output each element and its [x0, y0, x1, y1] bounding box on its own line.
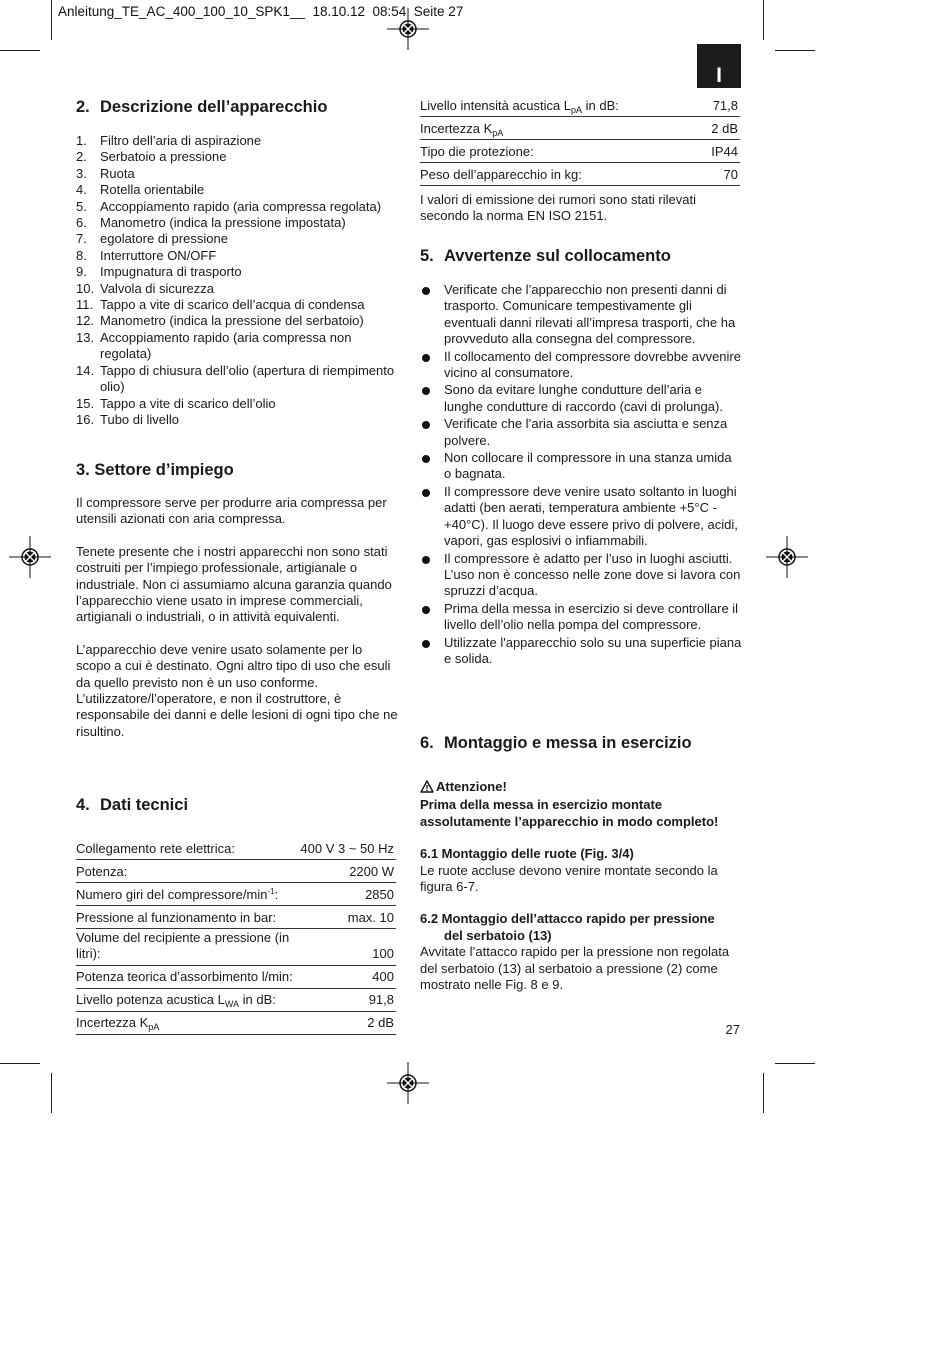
crop-mark: [775, 1063, 815, 1064]
bullet-item: [420, 349, 742, 382]
paragraph: Avvitate l’attacco rapido per la pressione non regolata del serbatoio (13) al serbatoio a pressione (2) come mostrato nelle Fig. 8 e 9.: [420, 944, 730, 993]
crop-mark: [51, 0, 52, 40]
spec-label: Volume del recipiente a pressione (in litri):: [76, 929, 300, 966]
list-item-number: 6.: [76, 215, 87, 231]
spec-label-suffix: :: [274, 886, 279, 902]
bullet-icon: [420, 484, 444, 550]
crop-mark: [0, 50, 40, 51]
spec-label: Potenza teorica d’assorbimento l/min:: [76, 965, 300, 988]
table-row: [420, 117, 740, 140]
bullet-text: Verificate che l’aria assorbita sia asciutta e senza polvere.: [444, 416, 728, 448]
list-item-text: Accoppiamento rapido (aria compressa non regolata): [100, 329, 352, 362]
section-placement: [420, 246, 742, 668]
technical-data-table: [76, 837, 396, 1035]
warning-block: [420, 779, 742, 830]
bullet-icon: [420, 382, 444, 415]
bullet-text: Verificate che l’apparecchio non presenti danni di trasporto. Comunicare tempestivamente gli eventuali danni rilevati all’impresa trasporti, che ha provveduto alla consegna del compressore.: [444, 282, 736, 347]
table-row: [76, 860, 396, 883]
list-item-text: Accoppiamento rapido (aria compressa regolata): [100, 198, 382, 214]
page-number: 27: [725, 1022, 740, 1037]
section-technical-data: [76, 795, 396, 1035]
table-row: [420, 140, 740, 163]
list-item-text: Impugnatura di trasporto: [100, 264, 242, 280]
spec-value: 100: [300, 929, 396, 966]
list-item: [76, 248, 398, 264]
bullet-text: Prima della messa in esercizio si deve controllare il livello dell’olio nella pompa del compressore.: [444, 600, 739, 633]
bullet-text: Utilizzate l'apparecchio solo su una superficie piana e solida.: [444, 634, 742, 666]
crosshair-registration-icon: [387, 1062, 429, 1104]
bullet-item: [420, 450, 742, 483]
bullet-item: [420, 601, 742, 634]
list-item-number: 7.: [76, 231, 87, 247]
list-item: [76, 281, 398, 297]
list-item-number: 15.: [76, 395, 95, 411]
spec-label: [76, 883, 300, 906]
spec-value: max. 10: [300, 906, 396, 929]
list-item-number: 8.: [76, 247, 87, 263]
table-row: [76, 929, 396, 966]
spec-value: IP44: [700, 140, 740, 163]
spec-label-text: Numero giri del compressore/min: [76, 886, 268, 902]
list-item-number: 10.: [76, 280, 95, 296]
spec-label-subscript: pA: [148, 1022, 160, 1033]
list-item-number: 4.: [76, 182, 87, 198]
warning-triangle-icon: [420, 780, 436, 797]
spec-label-superscript: -1: [267, 886, 275, 896]
subsection-quick-coupling: [420, 911, 742, 993]
bullet-text: Il compressore è adatto per l’uso in luoghi asciutti. L’uso non è concesso nelle zone dove si lavora con spruzzi d’acqua.: [444, 550, 741, 599]
crosshair-registration-icon: [766, 536, 808, 578]
spec-value: 2850: [300, 883, 396, 906]
placement-bullet-list: [420, 282, 742, 667]
subsection-title: 6.2 Montaggio dell’attacco rapido per pressione: [420, 911, 715, 927]
bullet-text: Il compressore deve venire usato soltanto in luoghi adatti (ben aerati, temperatura ambiente +5°C - +40°C). Il luogo deve essere privo di polvere, acidi, vapori, gas esplosivi o infiammabili.: [444, 483, 738, 549]
spec-label: [76, 1011, 300, 1034]
section-description: [76, 97, 398, 428]
list-item: [76, 313, 398, 329]
subsection-title-continued: del serbatoio (13): [444, 927, 552, 943]
list-item-number: 16.: [76, 411, 95, 427]
subsection-title: 6.1 Montaggio delle ruote (Fig. 3/4): [420, 846, 634, 862]
spec-label: [76, 988, 300, 1011]
technical-data-table: [420, 94, 740, 186]
spec-label-subscript: pA: [492, 127, 504, 138]
spec-label: Collegamento rete elettrica:: [76, 837, 300, 860]
spec-label-suffix: in dB:: [582, 97, 619, 113]
spec-value: 70: [700, 163, 740, 186]
spec-label-subscript: pA: [571, 104, 583, 115]
crosshair-registration-icon: [9, 536, 51, 578]
bullet-icon: [420, 450, 444, 483]
list-item-text: egolatore di pressione: [100, 231, 228, 247]
list-item-text: Rotella orientabile: [100, 182, 205, 198]
table-row: [76, 883, 396, 906]
spec-label: [420, 117, 700, 140]
section-technical-data-continued: [420, 94, 740, 225]
table-row: [420, 94, 740, 117]
spec-label: Tipo die protezione:: [420, 140, 700, 163]
bullet-text: Sono da evitare lunghe condutture dell’aria e lunghe condutture di raccordo (cavi di prolunga).: [444, 382, 723, 414]
table-row: [420, 163, 740, 186]
section-title: 4. Dati tecnici: [76, 796, 189, 814]
list-item-text: Filtro dell’aria di aspirazione: [100, 133, 262, 148]
list-item: [76, 215, 398, 231]
bullet-icon: [420, 551, 444, 600]
print-header: Anleitung_TE_AC_400_100_10_SPK1__ 18.10.12 08:54 Seite 27: [58, 4, 464, 19]
list-item-text: Interruttore ON/OFF: [100, 247, 217, 263]
spec-label: [420, 94, 700, 117]
warning-text: Prima della messa in esercizio montate assolutamente l’apparecchio in modo completo!: [420, 797, 719, 829]
list-item: [76, 264, 398, 280]
section-title: 5. Avvertenze sul collocamento: [420, 247, 671, 265]
spec-value: 2200 W: [300, 860, 396, 883]
list-item: [76, 412, 398, 428]
bullet-icon: [420, 349, 444, 382]
crosshair-registration-icon: [387, 8, 429, 50]
bullet-icon: [420, 416, 444, 449]
list-item-text: Tappo a vite di scarico dell’olio: [100, 395, 276, 411]
list-item: [76, 363, 398, 396]
list-item-text: Manometro (indica la pressione del serbatoio): [100, 313, 364, 329]
paragraph: L’apparecchio deve venire usato solamente per lo scopo a cui è destinato. Ogni altro tipo di uso che esuli da quello previsto non è un uso conforme. L’utilizzatore/l’operatore, e non il costruttore, è responsabile dei danni e delle lesioni di ogni tipo che ne risultino.: [76, 641, 398, 739]
bullet-item: [420, 635, 742, 668]
table-row: [76, 906, 396, 929]
table-row: [76, 988, 396, 1011]
spec-value: 71,8: [700, 94, 740, 117]
spec-label: Pressione al funzionamento in bar:: [76, 906, 300, 929]
paragraph: Le ruote accluse devono venire montate secondo la figura 6-7.: [420, 862, 718, 895]
section-title: 2. Descrizione dell’apparecchio: [76, 98, 328, 116]
list-item-number: 13.: [76, 329, 95, 345]
bullet-item: [420, 282, 742, 348]
spec-value: 400 V 3 ~ 50 Hz: [300, 837, 396, 860]
list-item-text: Tappo a vite di scarico dell’acqua di condensa: [100, 297, 365, 313]
list-item: [76, 149, 398, 165]
bullet-icon: [420, 601, 444, 634]
crop-mark: [763, 1073, 764, 1113]
list-item: [76, 133, 398, 149]
section-title: 6. Montaggio e messa in esercizio: [420, 734, 692, 752]
crop-mark: [51, 1073, 52, 1113]
list-item-text: Valvola di sicurezza: [100, 280, 214, 296]
list-item-number: 1.: [76, 133, 87, 148]
bullet-text: Il collocamento del compressore dovrebbe avvenire vicino al consumatore.: [444, 348, 741, 381]
list-item-text: Ruota: [100, 165, 135, 181]
subsection-wheels: [420, 846, 742, 895]
list-item-number: 3.: [76, 165, 87, 181]
spec-value: 2 dB: [700, 117, 740, 140]
list-item-text: Tappo di chiusura dell’olio (apertura di riempimento olio): [100, 362, 395, 395]
paragraph: Tenete presente che i nostri apparecchi non sono stati costruiti per l’impiego professionale, artigianale o industriale. Non ci assumiamo alcuna garanzia quando l’apparecchio viene usato in imprese commerciali, artigianali o industriali, o in attività equivalenti.: [76, 543, 392, 625]
parts-list: [76, 133, 398, 428]
list-item-text: Tubo di livello: [100, 411, 180, 427]
spec-value: 400: [300, 965, 396, 988]
section-assembly: [420, 733, 742, 993]
bullet-item: [420, 382, 742, 415]
section-title: 3. Settore d’impiego: [76, 461, 234, 479]
spec-label-suffix: in dB:: [239, 992, 276, 1008]
list-item-text: Manometro (indica la pressione impostata): [100, 215, 346, 231]
warning-title: Attenzione!: [436, 779, 507, 794]
list-item: [76, 330, 398, 363]
bullet-item: [420, 416, 742, 449]
table-row: [76, 1011, 396, 1034]
list-item: [76, 396, 398, 412]
list-item: [76, 166, 398, 182]
spec-value: 2 dB: [300, 1011, 396, 1034]
bullet-icon: [420, 282, 444, 348]
list-item: [76, 199, 398, 215]
spec-label-text: Incertezza K: [420, 120, 493, 136]
spec-label-text: Livello potenza acustica L: [76, 992, 225, 1008]
bullet-icon: [420, 635, 444, 668]
crop-mark: [0, 1063, 40, 1064]
spec-label-subscript: WA: [224, 999, 240, 1010]
table-row: [76, 965, 396, 988]
spec-label-text: Livello intensità acustica L: [420, 97, 572, 113]
list-item: [76, 231, 398, 247]
bullet-item: [420, 551, 742, 600]
crop-mark: [775, 50, 815, 51]
spec-label: Potenza:: [76, 860, 300, 883]
bullet-item: [420, 484, 742, 550]
language-tab: I: [697, 44, 741, 88]
paragraph: Il compressore serve per produrre aria compressa per utensili azionati con aria compressa.: [76, 495, 387, 527]
table-row: [76, 837, 396, 860]
crop-mark: [763, 0, 764, 40]
spec-value: 91,8: [300, 988, 396, 1011]
spec-label: Peso dell’apparecchio in kg:: [420, 163, 700, 186]
bullet-text: Non collocare il compressore in una stanza umida o bagnata.: [444, 450, 732, 482]
list-item-number: 12.: [76, 313, 95, 329]
section-intended-use: [76, 460, 398, 740]
list-item-number: 11.: [76, 297, 94, 313]
noise-note: I valori di emissione dei rumori sono stati rilevati secondo la norma EN ISO 2151.: [420, 192, 696, 224]
list-item-number: 2.: [76, 149, 87, 165]
list-item-text: Serbatoio a pressione: [100, 149, 227, 165]
list-item: [76, 182, 398, 198]
list-item-number: 9.: [76, 264, 87, 280]
list-item: [76, 297, 398, 313]
list-item-number: 14.: [76, 362, 95, 378]
spec-label-text: Incertezza K: [76, 1015, 149, 1031]
list-item-number: 5.: [76, 198, 87, 214]
